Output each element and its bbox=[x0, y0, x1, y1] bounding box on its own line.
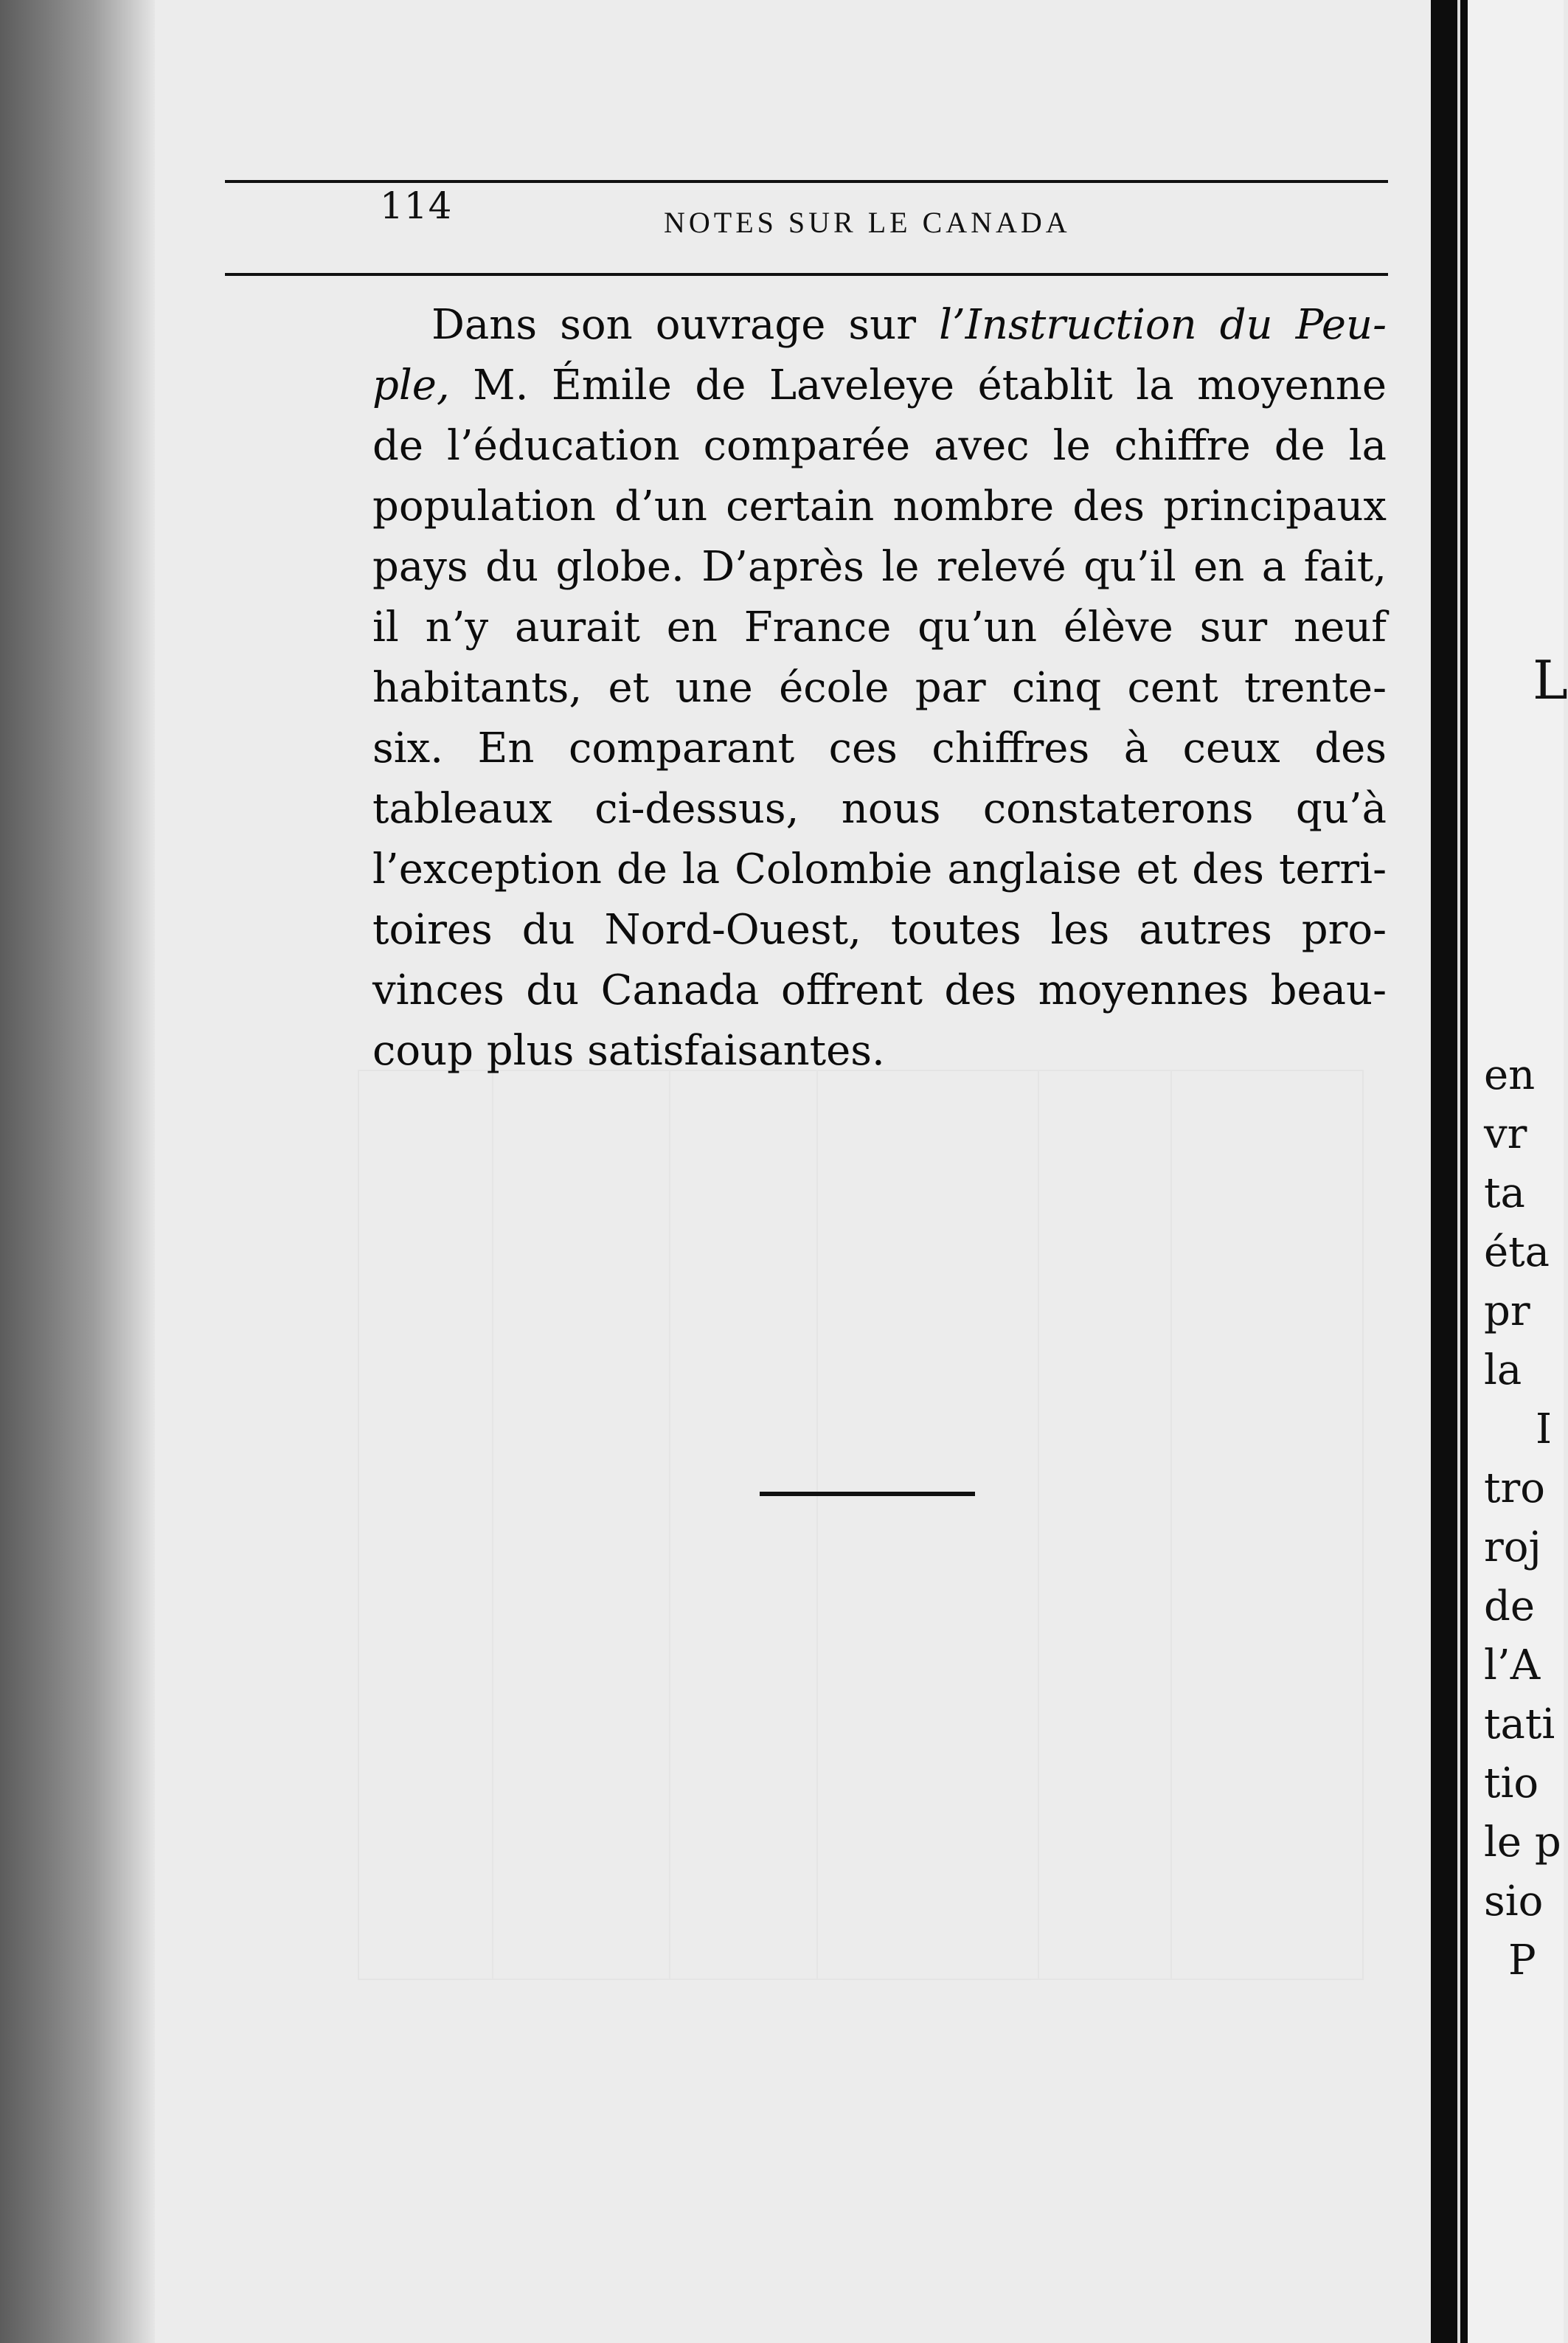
spine-highlight bbox=[1457, 0, 1460, 2343]
adjacent-text-fragment: tati bbox=[1484, 1700, 1555, 1748]
adjacent-text-fragment: sio bbox=[1484, 1877, 1544, 1925]
adjacent-text-fragment: éta bbox=[1484, 1228, 1550, 1276]
adjacent-text-fragment: le p bbox=[1484, 1818, 1561, 1866]
running-title: NOTES SUR LE CANADA bbox=[664, 206, 1071, 239]
text-line: ple, M. Émile de Laveleye établit la moyenne bbox=[372, 361, 1387, 409]
body-paragraph bbox=[372, 295, 1387, 1081]
text-line: population d’un certain nombre des principaux bbox=[372, 482, 1387, 530]
book-edge-shadow bbox=[0, 0, 155, 2343]
header-top-rule bbox=[225, 180, 1388, 183]
section-end-rule bbox=[760, 1492, 975, 1496]
adjacent-heading-letter: L bbox=[1533, 649, 1568, 711]
header-bottom-rule bbox=[225, 273, 1388, 276]
text-line: coup plus satisfaisantes. bbox=[372, 1027, 885, 1075]
adjacent-text-fragment: P bbox=[1508, 1937, 1536, 1984]
adjacent-text-fragment: tro bbox=[1484, 1464, 1545, 1512]
text-line: Dans son ouvrage sur l’Instruction du Peu- bbox=[431, 301, 1387, 349]
adjacent-text-fragment: ta bbox=[1484, 1169, 1525, 1217]
show-through-table bbox=[358, 1070, 1364, 1980]
adjacent-text-fragment: l’A bbox=[1484, 1641, 1541, 1689]
adjacent-text-fragment: en bbox=[1484, 1051, 1536, 1099]
adjacent-text-fragment: la bbox=[1484, 1346, 1522, 1394]
adjacent-page-fragment bbox=[1468, 0, 1568, 2343]
adjacent-text-fragment: pr bbox=[1484, 1287, 1530, 1335]
adjacent-text-fragment: tio bbox=[1484, 1759, 1539, 1807]
page-number: 114 bbox=[380, 184, 453, 227]
adjacent-text-fragment: de bbox=[1484, 1582, 1535, 1630]
text-line: toires du Nord-Ouest, toutes les autres pro- bbox=[372, 906, 1387, 954]
text-line: tableaux ci-dessus, nous constaterons qu’à bbox=[372, 785, 1387, 833]
text-line: habitants, et une école par cinq cent trente- bbox=[372, 664, 1387, 712]
adjacent-text-fragment: vr bbox=[1484, 1110, 1527, 1158]
text-line: l’exception de la Colombie anglaise et des terri- bbox=[372, 845, 1387, 893]
adjacent-text-fragment: I bbox=[1536, 1405, 1553, 1453]
text-line: de l’éducation comparée avec le chiffre de la bbox=[372, 422, 1387, 470]
text-line: pays du globe. D’après le relevé qu’il en a fait, bbox=[372, 543, 1387, 591]
adjacent-text-fragment: roj bbox=[1484, 1523, 1541, 1571]
text-line: il n’y aurait en France qu’un élève sur neuf bbox=[372, 603, 1387, 651]
text-line: vinces du Canada offrent des moyennes beau- bbox=[372, 966, 1387, 1014]
text-line: six. En comparant ces chiffres à ceux des bbox=[372, 724, 1387, 772]
